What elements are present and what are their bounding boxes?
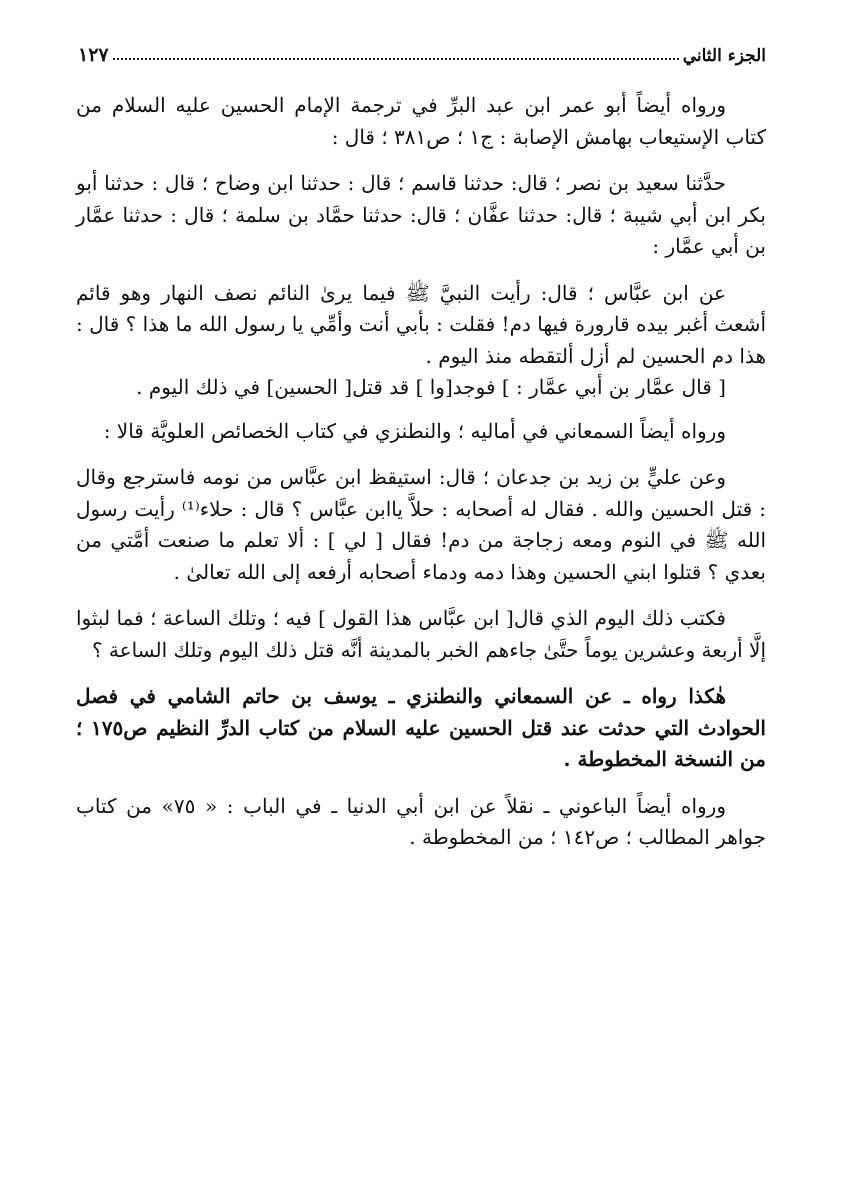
paragraph-istiab-source: ورواه أيضاً أبو عمر ابن عبد البرِّ في ترجمة الإمام الحسين عليه السلام من كتاب الإستيعاب بهامش الإصابة : ج١ ؛ ص٣٨١ ؛ قال :	[76, 93, 766, 149]
paragraph-isnad: حدَّثنا سعيد بن نصر ؛ قال: حدثنا قاسم ؛ قال : حدثنا ابن وضاح ؛ قال : حدثنا أبو بكر ابن أبي شيبة ؛ قال: حدثنا عفَّان ؛ قال: حدثنا حمَّاد بن سلمة ؛ قال : حدثنا عمَّار بن أبي عمَّار :	[76, 171, 766, 258]
paragraph-ali-ibn-zayd: وعن عليٍّ بن زيد بن جدعان ؛ قال: استيقظ ابن عبَّاس من نومه فاسترجع وقال : قتل الحسين والله . فقال له أصحابه : حلاَّ ياابن عبَّاس ؟ قال : حلاء⁽¹⁾ رأيت رسول الله ﷺ في النوم ومعه زجاجة من دم! فقال [ لي ] : ألا تعلم ما صنعت أمَّتي من بعدي ؟ قتلوا ابني الحسين وهذا دمه ودماء أصحابه أرفعه إلى الله تعالىٰ .	[76, 465, 766, 584]
paragraph-samani-natanzi: ورواه أيضاً السمعاني في أماليه ؛ والنطنزي في كتاب الخصائص العلويَّة قالا :	[103, 418, 726, 443]
dotted-leader	[113, 58, 679, 60]
page-body	[76, 90, 766, 854]
page-header	[78, 30, 766, 66]
paragraph-ibn-abbas-vision: عن ابن عبَّاس ؛ قال: رأيت النبيَّ ﷺ فيما يرىٰ النائم نصف النهار وهو قائم أشعث أغبر بيده قارورة فيها دم! فقلت : بأبي أنت وأمِّي يا رسول الله ما هذا ؟ قال : هذا دم الحسين لم أزل ألتقطه منذ اليوم .	[76, 280, 766, 368]
paragraph-ammar-note: [ قال عمَّار بن أبي عمَّار : ] فوجد[وا ] قد قتل[ الحسين] في ذلك اليوم .	[136, 375, 726, 399]
paragraph-jawahir-matalib: ورواه أيضاً الباعوني ـ نقلاً عن ابن أبي الدنيا ـ في الباب : « ٧٥» من كتاب جواهر المطالب ؛ ص١٤٢ ؛ من المخطوطة .	[76, 793, 766, 849]
running-head: الجزء الثاني	[682, 46, 766, 66]
paragraph-day-recorded: فكتب ذلك اليوم الذي قال[ ابن عبَّاس هذا القول ] فيه ؛ وتلك الساعة ؛ فما لبثوا إلَّا أربعة وعشرين يوماً حتَّىٰ جاءهم الخبر بالمدينة أنَّه قتل ذلك اليوم وتلك الساعة ؟	[76, 606, 766, 662]
page-number: ١٢٧	[78, 44, 109, 66]
paragraph-durr-nazim: هٰكذا رواه ـ عن السمعاني والنطنزي ـ يوسف بن حاتم الشامي في فصل الحوادث التي حدثت عند قتل الحسين عليه السلام من كتاب الدرِّ النظيم ص١٧٥ ؛ من النسخة المخطوطة .	[76, 684, 766, 771]
